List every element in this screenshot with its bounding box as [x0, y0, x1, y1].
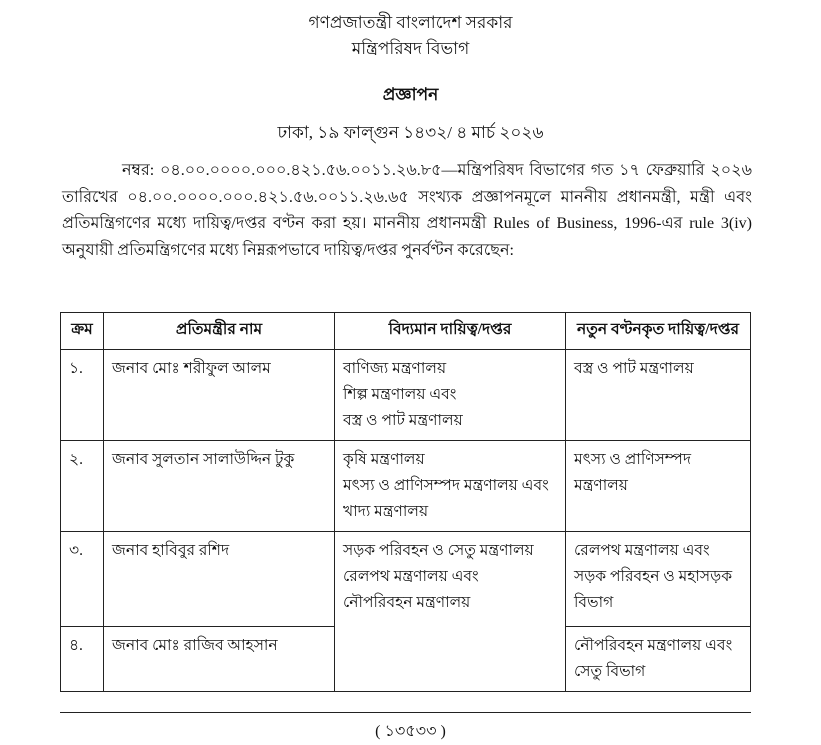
existing-portfolio	[335, 532, 566, 692]
serial: ১.	[61, 350, 104, 441]
serial: ২.	[61, 441, 104, 532]
header-new: নতুন বণ্টনকৃত দায়িত্ব/দপ্তর	[566, 313, 751, 350]
document-title: প্রজ্ঞাপন	[382, 85, 439, 104]
new-portfolio: রেলপথ মন্ত্রণালয় এবং সড়ক পরিবহন ও মহাসড়ক বিভাগ	[566, 532, 751, 627]
date-line: ঢাকা, ১৯ ফাল্গুন ১৪৩২/ ৪ মার্চ ২০২৬	[277, 123, 544, 142]
portfolio-line: মৎস্য ও প্রাণিসম্পদ মন্ত্রণালয় এবং	[343, 477, 549, 494]
page-number: ( ১৩৫৩৩ )	[375, 723, 446, 740]
table-row	[61, 350, 751, 441]
new-portfolio: নৌপরিবহন মন্ত্রণালয় এবং সেতু বিভাগ	[566, 627, 751, 692]
existing-portfolio	[335, 350, 566, 441]
footer-divider	[60, 712, 751, 713]
table-row	[61, 532, 751, 627]
serial: ৪.	[61, 627, 104, 692]
notification-paragraph	[62, 158, 752, 264]
portfolio-line: শিল্প মন্ত্রণালয় এবং	[343, 386, 457, 403]
portfolio-line: নৌপরিবহন মন্ত্রণালয়	[343, 594, 471, 611]
header-serial: ক্রম	[61, 313, 104, 350]
portfolio-line: বস্ত্র ও পাট মন্ত্রণালয়	[343, 412, 463, 429]
reallocation-table	[60, 312, 751, 692]
header-existing: বিদ্যমান দায়িত্ব/দপ্তর	[335, 313, 566, 350]
table-header-row	[61, 313, 751, 350]
portfolio-line: খাদ্য মন্ত্রণালয়	[343, 503, 429, 520]
minister-name: জনাব সুলতান সালাউদ্দিন টুকু	[104, 441, 335, 532]
portfolio-line: সড়ক পরিবহন ও সেতু মন্ত্রণালয়	[343, 542, 534, 559]
portfolio-line: রেলপথ মন্ত্রণালয় এবং	[343, 568, 479, 585]
minister-name: জনাব মোঃ শরীফুল আলম	[104, 350, 335, 441]
serial: ৩.	[61, 532, 104, 627]
division-name: মন্ত্রিপরিষদ বিভাগ	[351, 39, 470, 58]
minister-name: জনাব মোঃ রাজিব আহসান	[104, 627, 335, 692]
new-portfolio: বস্ত্র ও পাট মন্ত্রণালয়	[566, 350, 751, 441]
minister-name: জনাব হাবিবুর রশিদ	[104, 532, 335, 627]
header-name: প্রতিমন্ত্রীর নাম	[104, 313, 335, 350]
paragraph-text: নম্বর: ০৪.০০.০০০০.০০০.৪২১.৫৬.০০১১.২৬.৮৫—মন্ত্রিপরিষদ বিভাগের গত ১৭ ফেব্রুয়ারি ২০২৬ তারিখের ০৪.০০.০০০০.০০০.৪২১.৫৬.০০১১.২৬.৬৫ সংখ্যক প্রজ্ঞাপনমূলে মাননীয় প্রধানমন্ত্রী, মন্ত্রী এবং প্রতিমন্ত্রিগণের মধ্যে দায়িত্ব/দপ্তর বণ্টন করা হয়। মাননীয় প্রধানমন্ত্রী Rules of Business, 1996-এর rule 3(iv) অনুযায়ী প্রতিমন্ত্রিগণের মধ্যে নিম্নরূপভাবে দায়িত্ব/দপ্তর পুনর্বণ্টন করেছেন:	[62, 162, 752, 259]
new-portfolio: মৎস্য ও প্রাণিসম্পদ মন্ত্রণালয়	[566, 441, 751, 532]
existing-portfolio	[335, 441, 566, 532]
portfolio-line: বাণিজ্য মন্ত্রণালয়	[343, 360, 447, 377]
portfolio-line: কৃষি মন্ত্রণালয়	[343, 451, 425, 468]
table-row	[61, 441, 751, 532]
government-name: গণপ্রজাতন্ত্রী বাংলাদেশ সরকার	[308, 13, 513, 32]
